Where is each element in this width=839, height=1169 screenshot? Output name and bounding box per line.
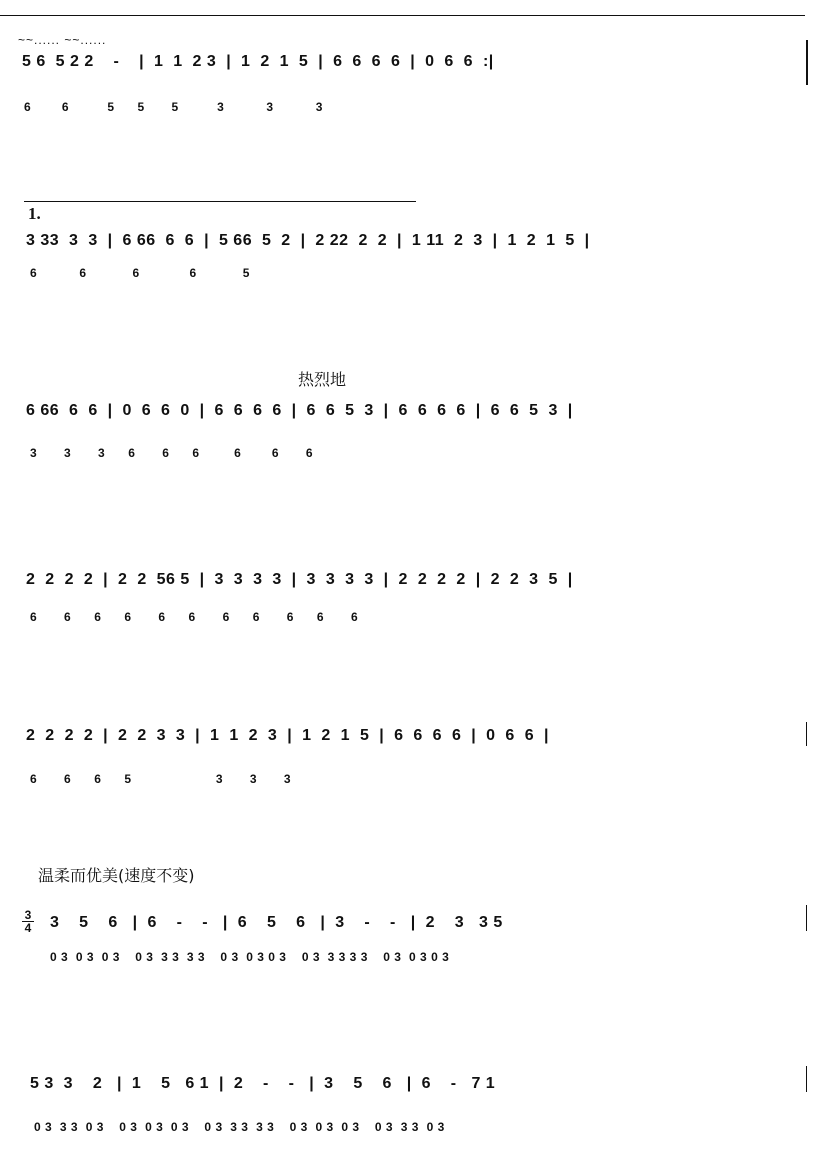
- volta-bracket: [24, 201, 416, 202]
- accompaniment-line: 6 6 6 5 3 3 3: [30, 772, 292, 786]
- melody-line: 3 33 3 3 | 6 66 6 6 | 5 66 5 2 | 2 22 2 2 | 1 11 2 3 | 1 2 1 5 |: [26, 232, 590, 249]
- accompaniment-line: 0 3 0 3 0 3 0 3 3 3 3 3 0 3 0 3 0 3 0 3 3 3 3 3 0 3 0 3 0 3: [50, 950, 450, 964]
- time-signature-top: 3: [22, 909, 34, 922]
- accompaniment-line: 3 3 3 6 6 6 6 6 6: [30, 446, 314, 460]
- expression-marking: 温柔而优美(速度不变): [38, 866, 195, 885]
- accompaniment-line: 0 3 3 3 0 3 0 3 0 3 0 3 0 3 3 3 3 3 0 3 0 3 0 3 0 3 3 3 0 3: [34, 1120, 445, 1134]
- accompaniment-line: 6 6 6 6 6 6 6 6 6 6 6: [30, 610, 359, 624]
- melody-line: 6 66 6 6 | 0 6 6 0 | 6 6 6 6 | 6 6 5 3 | 6 6 6 6 | 6 6 5 3 |: [26, 402, 573, 419]
- melody-line: 3 5 6 | 6 - - | 6 5 6 | 3 - - | 2 3 3 5: [50, 914, 503, 931]
- time-signature-bottom: 4: [24, 921, 32, 935]
- melody-line: 5 3 3 2 | 1 5 6 1 | 2 - - | 3 5 6 | 6 - 7 1: [30, 1075, 496, 1092]
- accompaniment-line: 6 6 5 5 5 3 3 3: [24, 100, 323, 114]
- melody-line: 2 2 2 2 | 2 2 56 5 | 3 3 3 3 | 3 3 3 3 | 2 2 2 2 | 2 2 3 5 |: [26, 571, 573, 588]
- melody-line: 5 6 5 2 2 - | 1 1 2 3 | 1 2 1 5 | 6 6 6 6 | 0 6 6 :|: [22, 53, 494, 70]
- repeat-end-barline: [806, 40, 808, 85]
- system-end-barline: [806, 905, 807, 931]
- melody-line: 2 2 2 2 | 2 2 3 3 | 1 1 2 3 | 1 2 1 5 | 6 6 6 6 | 0 6 6 |: [26, 727, 549, 744]
- accompaniment-line: 6 6 6 6 5: [30, 266, 250, 280]
- system-end-barline: [806, 1066, 807, 1092]
- first-ending-label: 1.: [28, 204, 41, 223]
- system-end-barline: [806, 722, 807, 746]
- top-staff-line: [0, 15, 805, 16]
- trill-ornament: ~~...... ~~......: [18, 33, 107, 47]
- expression-marking: 热烈地: [298, 370, 347, 389]
- time-signature: [22, 909, 34, 934]
